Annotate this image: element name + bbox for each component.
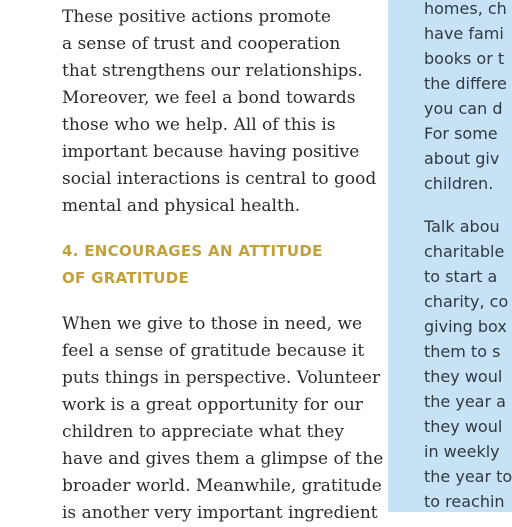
sidebar-line: homes, ch [424,0,507,18]
text-line: broader world. Meanwhile, gratitude [62,476,382,496]
sidebar-line: to start a [424,267,498,286]
text-line: puts things in perspective. Volunteer [62,368,381,388]
sidebar-line: about giv [424,149,500,168]
sidebar-line: in weekly [424,442,500,461]
sidebar-paragraph-2 [424,214,512,514]
text-line: a sense of trust and cooperation [62,34,341,54]
sidebar-line: the year to [424,467,512,486]
sidebar-line: charity, co [424,292,509,311]
text-line: social interactions is central to good [62,169,377,189]
text-line: mental and physical health. [62,196,301,216]
text-line: those who we help. All of this is [62,115,336,135]
text-line: These positive actions promote [62,7,331,27]
section-heading-gratitude [62,238,323,292]
sidebar-line: they woul [424,417,503,436]
sidebar-line: giving box [424,317,507,336]
sidebar-line: For some [424,124,498,143]
heading-line: 4. ENCOURAGES AN ATTITUDE [62,242,323,260]
text-line: feel a sense of gratitude because it [62,341,365,361]
sidebar-line: the differe [424,74,507,93]
sidebar-line: to reachin [424,492,505,511]
heading-line: OF GRATITUDE [62,269,190,287]
sidebar-line: the year a [424,392,506,411]
text-line: that strengthens our relationships. [62,61,363,81]
sidebar-line: Talk abou [424,217,500,236]
text-line: have and gives them a glimpse of the [62,449,384,469]
text-line: When we give to those in need, we [62,314,363,334]
text-line: Moreover, we feel a bond towards [62,88,356,108]
text-line: important because having positive [62,142,360,162]
sidebar-panel [388,0,512,512]
text-line: children to appreciate what they [62,422,345,442]
text-line: work is a great opportunity for our [62,395,363,415]
sidebar-line: you can d [424,99,503,118]
paragraph-gratitude [62,311,383,527]
sidebar-line: books or t [424,49,505,68]
text-line: is another very important ingredient [62,503,378,523]
sidebar-line: them to s [424,342,501,361]
sidebar-line: they woul [424,367,503,386]
sidebar-line: children. [424,174,494,193]
sidebar-line: charitable [424,242,505,261]
sidebar-line: have fami [424,24,504,43]
paragraph-social-interactions [62,4,376,220]
sidebar-paragraph-1 [424,0,507,196]
